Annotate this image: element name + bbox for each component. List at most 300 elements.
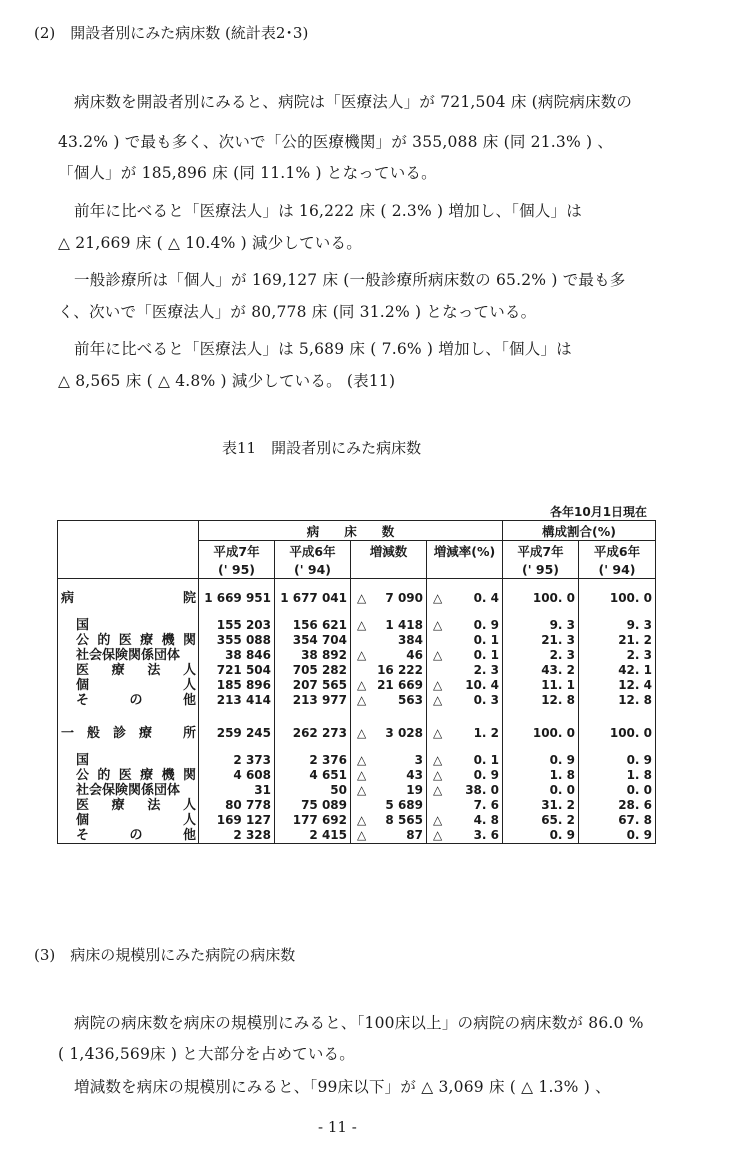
cell-h7 xyxy=(199,798,275,813)
col-header-diff: 増減数 xyxy=(351,541,427,561)
cell-value: 2. 3 xyxy=(473,663,499,677)
table-row xyxy=(58,828,656,844)
cell-diff xyxy=(351,678,427,693)
cell-p7 xyxy=(503,678,579,693)
cell-rate xyxy=(427,753,503,768)
negative-triangle-icon: △ xyxy=(357,726,367,740)
row-label-text xyxy=(58,591,198,606)
cell-value: 2 373 xyxy=(233,753,271,767)
row-label-char: 人 xyxy=(182,663,196,678)
row-label-char: 人 xyxy=(182,798,196,813)
spacer-cell xyxy=(427,708,503,726)
cell-p7 xyxy=(503,753,579,768)
table-row xyxy=(58,813,656,828)
cell-value: 3 028 xyxy=(385,726,423,740)
cell-value: 155 203 xyxy=(216,618,271,632)
cell-diff xyxy=(351,591,427,606)
cell-value: 43 xyxy=(406,768,423,782)
cell-h7 xyxy=(199,753,275,768)
cell-value: 7. 6 xyxy=(473,798,499,812)
cell-value: 1. 8 xyxy=(549,768,575,782)
row-label-char: 国 xyxy=(76,618,90,633)
cell-value: 21. 3 xyxy=(541,633,575,647)
row-label-char: 機 xyxy=(161,768,175,783)
row-label xyxy=(58,648,199,663)
cell-value: 262 273 xyxy=(292,726,347,740)
cell-value: 38. 0 xyxy=(465,783,499,797)
row-label-char: 医 xyxy=(118,633,132,648)
negative-triangle-icon: △ xyxy=(357,768,367,782)
cell-p7 xyxy=(503,618,579,633)
row-label-left: 病 xyxy=(61,591,75,606)
row-label xyxy=(58,726,199,741)
table-row xyxy=(58,648,656,663)
cell-p7 xyxy=(503,798,579,813)
row-label-char: 的 xyxy=(97,768,111,783)
header-blank-cell xyxy=(58,521,199,579)
negative-triangle-icon: △ xyxy=(357,783,367,797)
row-label-text xyxy=(58,813,198,828)
row-label-char: 個 xyxy=(76,678,90,693)
cell-h7 xyxy=(199,726,275,741)
row-label-right: 所 xyxy=(182,726,196,741)
table-row-total xyxy=(58,591,656,606)
cell-rate xyxy=(427,798,503,813)
cell-h7 xyxy=(199,633,275,648)
negative-triangle-icon: △ xyxy=(433,768,443,782)
cell-value: 2 376 xyxy=(309,753,347,767)
cell-value: 67. 8 xyxy=(618,813,652,827)
row-label-char: 的 xyxy=(97,633,111,648)
cell-p7 xyxy=(503,828,579,844)
spacer-cell xyxy=(58,741,199,753)
row-label-char: 人 xyxy=(182,678,196,693)
table-row xyxy=(58,678,656,693)
paragraph-line: 病床数を開設者別にみると、病院は「医療法人」が 721,504 床 (病院病床数の xyxy=(74,93,633,111)
cell-h6 xyxy=(275,678,351,693)
row-label xyxy=(58,753,199,768)
negative-triangle-icon: △ xyxy=(433,783,443,797)
paragraph-line: △ 8,565 床 ( △ 4.8% ) 減少している。 (表11) xyxy=(58,372,396,390)
spacer-cell xyxy=(275,606,351,618)
cell-value: 21 669 xyxy=(377,678,423,692)
spacer-cell xyxy=(503,741,579,753)
row-label xyxy=(58,618,199,633)
cell-p6 xyxy=(579,678,656,693)
bed-count-table xyxy=(57,520,656,844)
row-label xyxy=(58,633,199,648)
table-spacer-row xyxy=(58,741,656,753)
cell-diff xyxy=(351,783,427,798)
cell-value: 207 565 xyxy=(292,678,347,692)
group-header-beds: 病 床 数 xyxy=(199,521,503,541)
negative-triangle-icon: △ xyxy=(357,813,367,827)
row-label-char: そ xyxy=(76,693,90,708)
section-heading: (2) 開設者別にみた病床数 (統計表2･3) xyxy=(34,24,309,42)
spacer-cell xyxy=(427,579,503,592)
paragraph-line: △ 21,669 床 ( △ 10.4% ) 減少している。 xyxy=(58,234,362,252)
cell-value: 0. 1 xyxy=(473,753,499,767)
cell-value: 1 418 xyxy=(385,618,423,632)
cell-value: 42. 1 xyxy=(618,663,652,677)
spacer-cell xyxy=(503,579,579,592)
table-spacer-row xyxy=(58,579,656,592)
spacer-cell xyxy=(58,708,199,726)
col-header-h7: 平成7年 xyxy=(199,541,275,561)
cell-value: 0. 9 xyxy=(473,768,499,782)
spacer-cell xyxy=(199,741,275,753)
cell-value: 4 608 xyxy=(233,768,271,782)
table-row xyxy=(58,753,656,768)
row-label-char: 公 xyxy=(76,768,90,783)
row-label-char: 療 xyxy=(111,798,125,813)
spacer-cell xyxy=(58,579,199,592)
row-label xyxy=(58,663,199,678)
cell-value: 2. 3 xyxy=(626,648,652,662)
cell-diff xyxy=(351,648,427,663)
cell-p6 xyxy=(579,633,656,648)
spacer-cell xyxy=(503,708,579,726)
cell-value: 705 282 xyxy=(292,663,347,677)
cell-value: 12. 8 xyxy=(541,693,575,707)
row-label-text xyxy=(58,798,198,813)
cell-p7 xyxy=(503,633,579,648)
table-row xyxy=(58,693,656,708)
paragraph-line: 増減数を病床の規模別にみると、「99床以下」が △ 3,069 床 ( △ 1.3% ) 、 xyxy=(74,1078,611,1096)
cell-rate xyxy=(427,591,503,606)
negative-triangle-icon: △ xyxy=(433,813,443,827)
cell-h7 xyxy=(199,828,275,844)
spacer-cell xyxy=(351,708,427,726)
cell-value: 0. 1 xyxy=(473,648,499,662)
cell-h7 xyxy=(199,813,275,828)
negative-triangle-icon: △ xyxy=(433,828,443,842)
row-label-char: 療 xyxy=(140,768,154,783)
cell-value: 0. 0 xyxy=(626,783,652,797)
col-header-share-h6: 平成6年 xyxy=(579,541,656,561)
cell-h7 xyxy=(199,663,275,678)
cell-value: 8 565 xyxy=(385,813,423,827)
cell-p6 xyxy=(579,798,656,813)
table-row xyxy=(58,618,656,633)
cell-value: 4. 8 xyxy=(473,813,499,827)
cell-h6 xyxy=(275,753,351,768)
cell-value: 213 414 xyxy=(216,693,271,707)
cell-diff xyxy=(351,798,427,813)
cell-rate xyxy=(427,618,503,633)
cell-p6 xyxy=(579,618,656,633)
cell-value: 0. 0 xyxy=(549,783,575,797)
section-heading: (3) 病床の規模別にみた病院の病床数 xyxy=(34,946,296,964)
cell-value: 100. 0 xyxy=(532,591,575,605)
row-label-char: 法 xyxy=(147,663,161,678)
cell-p6 xyxy=(579,663,656,678)
table-caption: 表11 開設者別にみた病床数 xyxy=(222,439,422,457)
cell-value: 2 328 xyxy=(233,828,271,842)
cell-h6 xyxy=(275,633,351,648)
cell-value: 43. 2 xyxy=(541,663,575,677)
negative-triangle-icon: △ xyxy=(433,753,443,767)
cell-value: 0. 9 xyxy=(473,618,499,632)
cell-h6 xyxy=(275,798,351,813)
cell-value: 31. 2 xyxy=(541,798,575,812)
negative-triangle-icon: △ xyxy=(357,828,367,842)
page-number: - 11 - xyxy=(318,1118,357,1136)
table-row xyxy=(58,663,656,678)
col-subheader-h6: (' 94) xyxy=(275,560,351,579)
cell-diff xyxy=(351,663,427,678)
cell-value: 3. 6 xyxy=(473,828,499,842)
cell-value: 65. 2 xyxy=(541,813,575,827)
cell-value: 11. 1 xyxy=(541,678,575,692)
cell-p7 xyxy=(503,768,579,783)
cell-h6 xyxy=(275,768,351,783)
table-spacer-row xyxy=(58,606,656,618)
cell-value: 0. 4 xyxy=(473,591,499,605)
cell-value: 0. 9 xyxy=(549,753,575,767)
spacer-cell xyxy=(579,606,656,618)
cell-value: 4 651 xyxy=(309,768,347,782)
cell-value: 100. 0 xyxy=(609,591,652,605)
negative-triangle-icon: △ xyxy=(357,648,367,662)
cell-rate xyxy=(427,813,503,828)
row-label-char: 法 xyxy=(147,798,161,813)
cell-diff xyxy=(351,813,427,828)
spacer-cell xyxy=(351,579,427,592)
cell-diff xyxy=(351,768,427,783)
cell-value: 354 704 xyxy=(292,633,347,647)
row-label-char: 他 xyxy=(182,828,196,843)
table-row-total xyxy=(58,726,656,741)
row-label-text xyxy=(58,678,198,693)
cell-p6 xyxy=(579,768,656,783)
cell-p6 xyxy=(579,693,656,708)
cell-value: 9. 3 xyxy=(549,618,575,632)
cell-rate xyxy=(427,726,503,741)
cell-value: 0. 1 xyxy=(473,633,499,647)
col-subheader-h7: (' 95) xyxy=(199,560,275,579)
cell-rate xyxy=(427,648,503,663)
spacer-cell xyxy=(427,741,503,753)
row-label-text xyxy=(58,726,198,741)
cell-p7 xyxy=(503,813,579,828)
cell-p6 xyxy=(579,753,656,768)
spacer-cell xyxy=(427,606,503,618)
cell-diff xyxy=(351,693,427,708)
row-label xyxy=(58,798,199,813)
negative-triangle-icon: △ xyxy=(357,678,367,692)
row-label xyxy=(58,591,199,606)
cell-value: 80 778 xyxy=(225,798,271,812)
spacer-cell xyxy=(351,741,427,753)
negative-triangle-icon: △ xyxy=(357,753,367,767)
paragraph-line: 病院の病床数を病床の規模別にみると、「100床以上」の病院の病床数が 86.0 % xyxy=(74,1014,644,1032)
cell-rate xyxy=(427,693,503,708)
cell-value: 9. 3 xyxy=(626,618,652,632)
cell-h6 xyxy=(275,663,351,678)
row-label-char: 社会保険関係団体 xyxy=(76,783,181,798)
cell-value: 50 xyxy=(330,783,347,797)
row-label xyxy=(58,678,199,693)
cell-h7 xyxy=(199,648,275,663)
cell-h6 xyxy=(275,618,351,633)
negative-triangle-icon: △ xyxy=(433,648,443,662)
table-row xyxy=(58,798,656,813)
paragraph-line: 43.2% ) で最も多く、次いで「公的医療機関」が 355,088 床 (同 21.3% ) 、 xyxy=(58,133,614,151)
cell-p6 xyxy=(579,726,656,741)
cell-value: 87 xyxy=(406,828,423,842)
table-row xyxy=(58,633,656,648)
cell-h6 xyxy=(275,828,351,844)
cell-value: 5 689 xyxy=(385,798,423,812)
row-label-char: 国 xyxy=(76,753,90,768)
cell-value: 3 xyxy=(414,753,423,767)
cell-h6 xyxy=(275,591,351,606)
cell-value: 1. 2 xyxy=(473,726,499,740)
spacer-cell xyxy=(199,606,275,618)
table-group-header-row xyxy=(58,521,656,541)
negative-triangle-icon: △ xyxy=(357,591,367,605)
cell-value: 0. 9 xyxy=(626,828,652,842)
row-label-text xyxy=(58,633,198,648)
paragraph-line: 前年に比べると「医療法人」は 16,222 床 ( 2.3% ) 増加し、「個人」は xyxy=(74,202,582,220)
row-label-text xyxy=(58,663,198,678)
row-label-char: 関 xyxy=(182,768,196,783)
cell-value: 177 692 xyxy=(292,813,347,827)
row-label-char: 医 xyxy=(76,798,90,813)
row-label-text xyxy=(58,693,198,708)
cell-value: 75 089 xyxy=(301,798,347,812)
row-label-char: 療 xyxy=(111,663,125,678)
table-row xyxy=(58,768,656,783)
cell-h7 xyxy=(199,678,275,693)
col-header-h6: 平成6年 xyxy=(275,541,351,561)
cell-p6 xyxy=(579,828,656,844)
cell-value: 384 xyxy=(397,633,423,647)
row-label-char: 個 xyxy=(76,813,90,828)
cell-rate xyxy=(427,678,503,693)
cell-value: 16 222 xyxy=(377,663,423,677)
cell-h7 xyxy=(199,693,275,708)
cell-rate xyxy=(427,768,503,783)
cell-h7 xyxy=(199,618,275,633)
col-subheader-share-h6: (' 94) xyxy=(579,560,656,579)
cell-value: 46 xyxy=(406,648,423,662)
row-label xyxy=(58,693,199,708)
cell-value: 12. 4 xyxy=(618,678,652,692)
paragraph-line: ( 1,436,569床 ) と大部分を占めている。 xyxy=(58,1045,355,1063)
cell-h6 xyxy=(275,648,351,663)
cell-value: 12. 8 xyxy=(618,693,652,707)
cell-h6 xyxy=(275,813,351,828)
negative-triangle-icon: △ xyxy=(433,591,443,605)
cell-value: 1 677 041 xyxy=(280,591,347,605)
spacer-cell xyxy=(58,606,199,618)
row-label-text xyxy=(58,768,198,783)
row-label-char: 療 xyxy=(140,633,154,648)
spacer-cell xyxy=(579,579,656,592)
cell-value: 100. 0 xyxy=(609,726,652,740)
row-label xyxy=(58,813,199,828)
spacer-cell xyxy=(579,741,656,753)
row-label-left: 一 般 診 療 xyxy=(61,726,153,741)
cell-value: 28. 6 xyxy=(618,798,652,812)
table-row xyxy=(58,783,656,798)
col-subheader-diff xyxy=(351,560,427,579)
paragraph-line: く、次いで「医療法人」が 80,778 床 (同 31.2% ) となっている。 xyxy=(58,303,537,321)
cell-h7 xyxy=(199,591,275,606)
cell-h6 xyxy=(275,693,351,708)
row-label-char: 機 xyxy=(161,633,175,648)
negative-triangle-icon: △ xyxy=(433,678,443,692)
row-label xyxy=(58,828,199,844)
cell-h7 xyxy=(199,768,275,783)
cell-p7 xyxy=(503,693,579,708)
group-header-share: 構成割合(%) xyxy=(503,521,656,541)
cell-h6 xyxy=(275,726,351,741)
cell-value: 100. 0 xyxy=(532,726,575,740)
cell-p6 xyxy=(579,648,656,663)
cell-diff xyxy=(351,618,427,633)
cell-p7 xyxy=(503,591,579,606)
cell-value: 721 504 xyxy=(216,663,271,677)
cell-diff xyxy=(351,633,427,648)
negative-triangle-icon: △ xyxy=(357,618,367,632)
cell-value: 31 xyxy=(254,783,271,797)
cell-value: 21. 2 xyxy=(618,633,652,647)
cell-value: 213 977 xyxy=(292,693,347,707)
cell-value: 0. 3 xyxy=(473,693,499,707)
cell-p6 xyxy=(579,813,656,828)
cell-value: 2 415 xyxy=(309,828,347,842)
cell-p7 xyxy=(503,648,579,663)
cell-p6 xyxy=(579,783,656,798)
cell-value: 1 669 951 xyxy=(204,591,271,605)
cell-rate xyxy=(427,663,503,678)
cell-rate xyxy=(427,783,503,798)
row-label-char: 関 xyxy=(182,633,196,648)
cell-diff xyxy=(351,828,427,844)
cell-value: 10. 4 xyxy=(465,678,499,692)
row-label-char: 医 xyxy=(76,663,90,678)
cell-value: 259 245 xyxy=(216,726,271,740)
negative-triangle-icon: △ xyxy=(433,693,443,707)
row-label-char: 社会保険関係団体 xyxy=(76,648,181,663)
paragraph-line: 「個人」が 185,896 床 (同 11.1% ) となっている。 xyxy=(58,164,437,182)
col-subheader-rate xyxy=(427,560,503,579)
cell-rate xyxy=(427,633,503,648)
cell-p7 xyxy=(503,663,579,678)
cell-value: 38 846 xyxy=(225,648,271,662)
cell-value: 19 xyxy=(406,783,423,797)
cell-diff xyxy=(351,726,427,741)
spacer-cell xyxy=(275,741,351,753)
cell-p7 xyxy=(503,783,579,798)
cell-value: 563 xyxy=(397,693,423,707)
spacer-cell xyxy=(579,708,656,726)
row-label-text xyxy=(58,648,198,663)
cell-h7 xyxy=(199,783,275,798)
cell-value: 2. 3 xyxy=(549,648,575,662)
row-label-char: 医 xyxy=(118,768,132,783)
cell-p6 xyxy=(579,591,656,606)
cell-value: 1. 8 xyxy=(626,768,652,782)
row-label-text xyxy=(58,828,198,843)
cell-value: 0. 9 xyxy=(549,828,575,842)
cell-rate xyxy=(427,828,503,844)
row-label xyxy=(58,783,199,798)
cell-value: 38 892 xyxy=(301,648,347,662)
